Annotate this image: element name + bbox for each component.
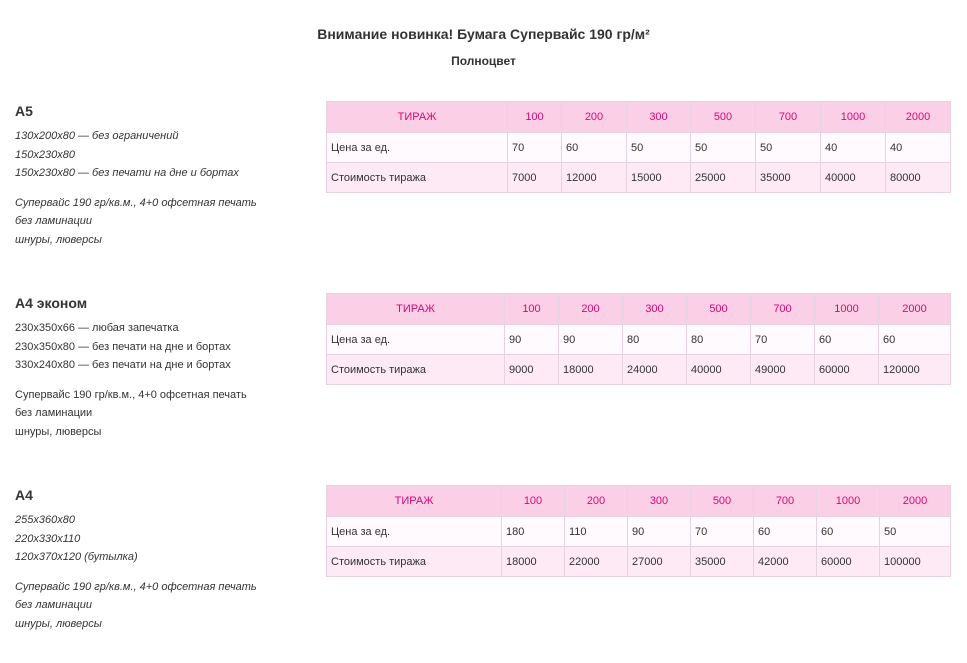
price-table	[326, 293, 951, 385]
section-title: A4	[15, 487, 33, 503]
material-notes	[15, 386, 315, 442]
table-cell: 80	[623, 325, 687, 355]
table-cell: 70	[508, 133, 562, 163]
table-cell: 50	[691, 133, 756, 163]
header-cell: 2000	[879, 294, 951, 325]
price-table	[326, 485, 951, 577]
table-cell: 50	[880, 517, 951, 547]
table-cell: 60	[754, 517, 817, 547]
size-line: 150x230x80	[15, 148, 75, 161]
header-cell: 2000	[886, 102, 951, 133]
table-cell: 7000	[508, 163, 562, 193]
table-cell: 180	[502, 517, 565, 547]
table-cell: 22000	[565, 547, 628, 577]
page-subtitle: Полноцвет	[451, 54, 516, 68]
product-info	[15, 293, 315, 441]
product-info	[15, 101, 315, 249]
header-cell: 300	[627, 102, 691, 133]
size-line: 150x230x80 — без печати на дне и бортах	[15, 167, 239, 179]
row-label: Стоимость тиража	[327, 355, 505, 385]
row-label: Стоимость тиража	[327, 547, 502, 577]
header-cell: 1000	[821, 102, 886, 133]
table-cell: 110	[565, 517, 628, 547]
table-cell: 60000	[815, 355, 879, 385]
table-cell: 60	[815, 325, 879, 355]
header-cell: ТИРАЖ	[327, 294, 505, 325]
row-label: Цена за ед.	[327, 325, 505, 355]
note-line: без ламинации	[15, 599, 93, 611]
table-cell: 40000	[821, 163, 886, 193]
table-cell: 24000	[623, 355, 687, 385]
size-list	[15, 127, 315, 183]
header-cell: 500	[691, 486, 754, 517]
table-cell: 50	[756, 133, 821, 163]
header-cell: 300	[628, 486, 691, 517]
table-cell: 35000	[756, 163, 821, 193]
note-line: Супервайс 190 гр/кв.м., 4+0 офсетная печать	[15, 388, 247, 401]
table-cell: 25000	[691, 163, 756, 193]
header-cell: 100	[502, 486, 565, 517]
note-line: шнуры, люверсы	[15, 425, 102, 438]
row-label: Стоимость тиража	[327, 163, 508, 193]
note-line: без ламинации	[15, 407, 93, 419]
table-cell: 12000	[562, 163, 627, 193]
size-line: 220x330x110	[15, 532, 81, 545]
table-cell: 18000	[502, 547, 565, 577]
table-cell: 42000	[754, 547, 817, 577]
size-list	[15, 511, 315, 567]
header-cell: 200	[565, 486, 628, 517]
header-cell: 1000	[817, 486, 880, 517]
table-cell: 60000	[817, 547, 880, 577]
material-notes	[15, 578, 315, 634]
header-cell: 100	[508, 102, 562, 133]
header-cell: 1000	[815, 294, 879, 325]
table-row	[327, 163, 951, 193]
table-cell: 80000	[886, 163, 951, 193]
section-title: A4 эконом	[15, 295, 88, 311]
size-line: 120x370x120 (бутылка)	[15, 551, 138, 563]
note-line: без ламинации	[15, 215, 93, 227]
table-cell: 40	[886, 133, 951, 163]
table-cell: 15000	[627, 163, 691, 193]
table-cell: 35000	[691, 547, 754, 577]
size-line: 330x240x80 — без печати на дне и бортах	[15, 359, 231, 371]
table-cell: 90	[628, 517, 691, 547]
table-cell: 100000	[880, 547, 951, 577]
table-cell: 40	[821, 133, 886, 163]
table-cell: 70	[751, 325, 815, 355]
row-label: Цена за ед.	[327, 133, 508, 163]
table-cell: 27000	[628, 547, 691, 577]
header-cell: 500	[691, 102, 756, 133]
table-header-row	[327, 486, 951, 517]
section-title: A5	[15, 103, 33, 119]
table-cell: 60	[879, 325, 951, 355]
header-cell: 100	[505, 294, 559, 325]
note-line: шнуры, люверсы	[15, 617, 102, 630]
table-row	[327, 355, 951, 385]
size-list	[15, 319, 315, 375]
table-cell: 90	[559, 325, 623, 355]
table-cell: 120000	[879, 355, 951, 385]
table-row	[327, 325, 951, 355]
header-cell: ТИРАЖ	[327, 102, 508, 133]
table-row	[327, 547, 951, 577]
header-cell: 700	[756, 102, 821, 133]
table-header-row	[327, 294, 951, 325]
header-cell: 700	[754, 486, 817, 517]
table-cell: 49000	[751, 355, 815, 385]
header-cell: 700	[751, 294, 815, 325]
header-cell: 2000	[880, 486, 951, 517]
product-info	[15, 485, 315, 633]
size-line: 230x350x66 — любая запечатка	[15, 322, 179, 334]
table-cell: 18000	[559, 355, 623, 385]
price-table	[326, 101, 951, 193]
table-cell: 60	[817, 517, 880, 547]
header-cell: 200	[562, 102, 627, 133]
table-cell: 60	[562, 133, 627, 163]
table-row	[327, 517, 951, 547]
table-header-row	[327, 102, 951, 133]
material-notes	[15, 194, 315, 250]
size-line: 230x350x80 — без печати на дне и бортах	[15, 340, 231, 353]
note-line: Супервайс 190 гр/кв.м., 4+0 офсетная печать	[15, 580, 257, 593]
table-cell: 9000	[505, 355, 559, 385]
table-cell: 40000	[687, 355, 751, 385]
header-cell: 200	[559, 294, 623, 325]
table-cell: 90	[505, 325, 559, 355]
header-cell: 500	[687, 294, 751, 325]
note-line: Супервайс 190 гр/кв.м., 4+0 офсетная печать	[15, 196, 257, 209]
header-cell: 300	[623, 294, 687, 325]
table-cell: 50	[627, 133, 691, 163]
row-label: Цена за ед.	[327, 517, 502, 547]
page-title: Внимание новинка! Бумага Супервайс 190 гр/м²	[317, 26, 650, 42]
table-row	[327, 133, 951, 163]
table-cell: 70	[691, 517, 754, 547]
table-cell: 80	[687, 325, 751, 355]
header-cell: ТИРАЖ	[327, 486, 502, 517]
size-line: 255x360x80	[15, 514, 75, 526]
note-line: шнуры, люверсы	[15, 233, 102, 246]
size-line: 130x200x80 — без ограничений	[15, 130, 179, 142]
